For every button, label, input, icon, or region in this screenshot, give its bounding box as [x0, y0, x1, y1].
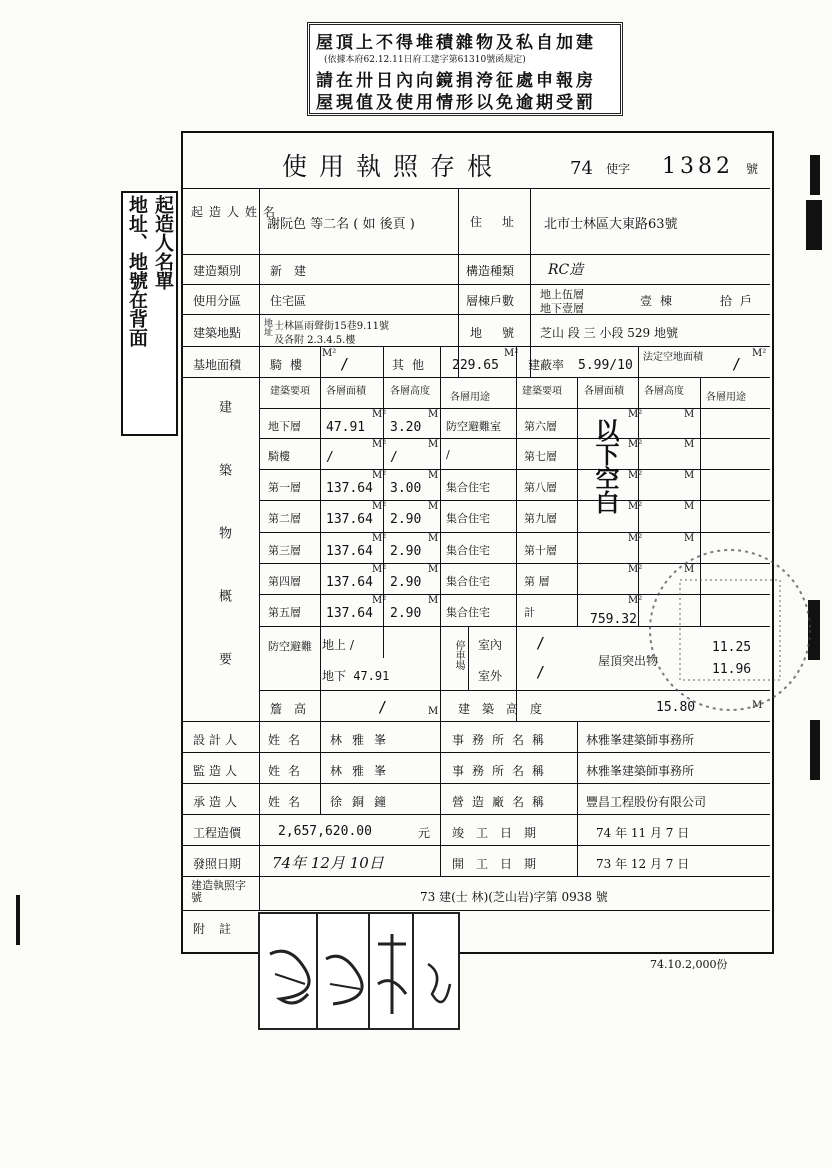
- rule: [383, 378, 384, 658]
- seal-signature: [370, 914, 414, 1028]
- structure-value: RC造: [548, 262, 584, 278]
- header-area-right: 各層面積: [584, 386, 624, 397]
- floor-label-right: 第八層: [524, 481, 557, 494]
- m2-unit: M²: [504, 348, 519, 359]
- rule: [183, 314, 770, 315]
- rule: [183, 910, 770, 911]
- notice-line-4: 屋現值及使用情形以免逾期受罰: [316, 93, 596, 113]
- floor-label-right: 計: [524, 606, 535, 619]
- scan-mark: [806, 200, 822, 250]
- print-note: 74.10.2,000份: [650, 958, 728, 971]
- floor-label-right: 第十層: [524, 544, 557, 557]
- start-label: 開工日期: [452, 857, 549, 871]
- permit-label: 建造執照字號: [191, 879, 246, 904]
- notice-line-1: 屋頂上不得堆積雜物及私自加建: [316, 33, 596, 53]
- floor-label: 騎樓: [268, 450, 290, 463]
- floor-area: 137.64: [326, 544, 373, 559]
- header-height: 各層高度: [390, 386, 430, 397]
- m2-unit: M²: [372, 595, 387, 606]
- floor-label-right: 第九層: [524, 512, 557, 525]
- floor-area: 137.64: [326, 575, 373, 590]
- parking-out-value: /: [536, 663, 546, 681]
- m-unit: M: [684, 564, 695, 575]
- bldg-height-label: 建築高度: [458, 702, 555, 716]
- side-note: [121, 191, 178, 436]
- m2-unit: M²: [322, 348, 337, 359]
- build-type-value: 新建: [270, 264, 319, 278]
- build-type-label: 建造類別: [193, 264, 242, 278]
- area-label: 基地面積: [193, 358, 242, 372]
- m2-unit: M²: [372, 564, 387, 575]
- floors-above: 地上伍層: [540, 288, 584, 301]
- rule: [259, 188, 260, 910]
- permit-value: 73 建(士 林)(芝山岩)字第 0938 號: [420, 890, 608, 904]
- name-label: 姓名: [268, 795, 309, 809]
- shelter-label: 防空避難: [268, 640, 312, 653]
- name-label: 姓名: [268, 733, 309, 747]
- floor-use: 防空避難室: [446, 420, 501, 433]
- form-title: 使用執照存根: [282, 152, 505, 181]
- floor-label: 第二層: [268, 512, 301, 525]
- seal-stamp: [258, 912, 320, 1030]
- floor-use: 集合住宅: [446, 575, 490, 588]
- parking-in-value: /: [536, 634, 546, 652]
- contractor-firm: 豐昌工程股份有限公司: [586, 795, 707, 809]
- eaves-value: /: [378, 698, 388, 716]
- overlay-stamp: [640, 520, 820, 750]
- address-label: 住址: [470, 215, 535, 229]
- rule: [183, 188, 770, 189]
- m-unit: M: [428, 533, 439, 544]
- m2-unit: M²: [372, 533, 387, 544]
- m2-unit: M²: [372, 501, 387, 512]
- builder-value: 謝阮色 等二名 ( 如 後頁 ): [267, 217, 415, 232]
- other-value: 229.65: [452, 358, 499, 373]
- scan-mark: [810, 155, 820, 195]
- header-use-right: 各層用途: [706, 392, 746, 403]
- rule: [320, 721, 321, 814]
- parking-label: 停車場: [453, 640, 464, 670]
- m2-unit: M²: [372, 470, 387, 481]
- builder-label: 起造人姓名: [191, 205, 282, 219]
- rule: [183, 814, 770, 815]
- rule: [440, 346, 441, 721]
- roof-label: 屋頂突出物: [598, 654, 659, 668]
- m2-unit: M²: [628, 409, 643, 420]
- m-unit: M: [684, 409, 695, 420]
- m-unit: M: [428, 501, 439, 512]
- m-unit: M: [684, 470, 695, 481]
- floor-height: /: [390, 450, 398, 465]
- arcade-value: /: [340, 355, 350, 373]
- m2-unit: M²: [752, 348, 767, 359]
- rule: [577, 721, 578, 876]
- m2-unit: M²: [628, 470, 643, 481]
- contractor-label: 承造人: [193, 795, 242, 809]
- rule: [440, 721, 441, 876]
- m2-unit: M²: [372, 439, 387, 450]
- floors-label: 層棟戶數: [466, 294, 515, 308]
- seal-stamp: [316, 912, 372, 1030]
- permit-prefix: 使字: [606, 162, 631, 176]
- header-item-right: 建築要項: [522, 386, 562, 397]
- roof-value-2: 11.96: [712, 662, 752, 677]
- floor-height: 2.90: [390, 606, 422, 621]
- seal-signature: [414, 914, 458, 1028]
- m-unit: M: [428, 439, 439, 450]
- issue-value: 74年 12月 10日: [272, 854, 384, 872]
- complete-label: 竣工日期: [452, 826, 549, 840]
- site-label: 建築地點: [193, 326, 242, 340]
- floor-height: 2.90: [390, 575, 422, 590]
- floor-area: 137.64: [326, 606, 373, 621]
- seal-signature: [318, 914, 370, 1028]
- m-unit: M: [684, 439, 695, 450]
- supervisor-name: 林雅峯: [330, 764, 397, 778]
- name-label: 姓名: [268, 764, 309, 778]
- m2-unit: M²: [372, 409, 387, 420]
- floor-label: 第五層: [268, 606, 301, 619]
- total-area: 759.32: [590, 612, 637, 627]
- parking-in: 室內: [478, 638, 503, 652]
- rule: [516, 346, 517, 721]
- note-label: 附註: [193, 922, 246, 936]
- contractor-name: 徐銅鐘: [330, 795, 397, 809]
- side-note-right: 起造人名單: [152, 195, 174, 290]
- supervisor-label: 監造人: [193, 764, 242, 778]
- arcade-label: 騎樓: [270, 358, 311, 372]
- site-prefix: 地址: [262, 318, 272, 336]
- m-unit: M: [684, 533, 695, 544]
- seal-stamp: [368, 912, 416, 1030]
- m2-unit: M²: [628, 501, 643, 512]
- floor-use: 集合住宅: [446, 544, 490, 557]
- m2-unit: M²: [628, 595, 643, 606]
- roof-value-1: 11.25: [712, 640, 752, 655]
- rule: [183, 876, 770, 877]
- cost-label: 工程造價: [193, 826, 242, 840]
- floor-height: 2.90: [390, 512, 422, 527]
- site-value-2: 及各附 2.3.4.5.樓: [274, 335, 356, 346]
- floor-use: 集合住宅: [446, 512, 490, 525]
- permit-number: 1382: [662, 154, 734, 179]
- households: 拾戶: [720, 294, 761, 308]
- m-unit: M: [428, 409, 439, 420]
- use-zone-value: 住宅區: [270, 294, 307, 308]
- supervisor-office: 林雅峯建築師事務所: [586, 764, 695, 778]
- shelter-above: 地上 /: [322, 638, 354, 652]
- bldg-height-unit: M: [752, 700, 763, 711]
- rule: [183, 284, 770, 285]
- shelter-below: 地下 47.91: [322, 669, 390, 683]
- lot-label: 地號: [470, 326, 535, 340]
- floor-label: 地下層: [268, 420, 301, 433]
- designer-label: 設計人: [193, 733, 242, 747]
- seal-stamp: [412, 912, 460, 1030]
- header-item: 建築要項: [270, 386, 310, 397]
- header-height-right: 各層高度: [644, 386, 684, 397]
- notice-line-2: (依據本府62.12.11日府工建字第61310號函規定): [324, 55, 526, 65]
- rule: [638, 346, 639, 626]
- m2-unit: M²: [628, 564, 643, 575]
- floor-area: 137.64: [326, 512, 373, 527]
- legal-value: /: [732, 355, 742, 373]
- seal-signature: [260, 914, 318, 1028]
- site-value-1: 士林區雨聲街15巷9.11號: [274, 321, 389, 332]
- coverage-label: 建蔽率: [528, 358, 565, 372]
- floor-label: 第三層: [268, 544, 301, 557]
- rule: [183, 845, 770, 846]
- floor-height: 3.20: [390, 420, 422, 435]
- lot-value: 芝山 段 三 小段 529 地號: [540, 326, 678, 340]
- floor-area: 137.64: [326, 481, 373, 496]
- cost-value: 2,657,620.00: [278, 824, 372, 839]
- office-label: 事務所名稱: [452, 764, 553, 778]
- eaves-label: 簷高: [270, 702, 319, 716]
- designer-name: 林雅峯: [330, 733, 397, 747]
- complete-value: 74 年 11 月 7 日: [596, 826, 690, 840]
- notice-stamp: [307, 22, 623, 116]
- rule: [183, 377, 770, 378]
- floor-area: 47.91: [326, 420, 366, 435]
- rule: [458, 188, 459, 378]
- eaves-unit: M: [428, 706, 439, 717]
- floor-label: 第一層: [268, 481, 301, 494]
- m-unit: M: [428, 595, 439, 606]
- header-use: 各層用途: [450, 392, 490, 403]
- rule: [383, 346, 384, 378]
- other-label: 其他: [392, 358, 433, 372]
- floor-label: 第四層: [268, 575, 301, 588]
- cost-unit: 元: [418, 826, 431, 840]
- m-unit: M: [428, 470, 439, 481]
- floor-height: 2.90: [390, 544, 422, 559]
- rule: [577, 378, 578, 626]
- side-note-left: 地址、地號在背面: [126, 195, 148, 347]
- office-label: 事務所名稱: [452, 733, 553, 747]
- m2-unit: M²: [628, 439, 643, 450]
- rule: [183, 254, 770, 255]
- structure-label: 構造種類: [466, 264, 515, 278]
- floor-use: /: [446, 448, 450, 461]
- bldg-height-value: 15.80: [656, 700, 696, 715]
- floor-area: /: [326, 450, 334, 465]
- coverage-value: 5.99/10: [578, 358, 633, 373]
- floors-below: 地下壹層: [540, 302, 584, 315]
- floor-label-right: 第 層: [524, 575, 550, 588]
- rule: [468, 626, 469, 690]
- notice-line-3: 請在卅日內向鏡捐洿征處申報房: [316, 71, 596, 91]
- floor-use: 集合住宅: [446, 481, 490, 494]
- floor-label-right: 第六層: [524, 420, 557, 433]
- permit-year: 74: [570, 158, 593, 179]
- floor-label-right: 第七層: [524, 450, 557, 463]
- header-area: 各層面積: [326, 386, 366, 397]
- m-unit: M: [684, 501, 695, 512]
- rule: [183, 752, 770, 753]
- bldg-count: 壹棟: [640, 294, 681, 308]
- handwritten-blank: 以下空白: [591, 418, 620, 514]
- scan-mark: [16, 895, 20, 945]
- firm-label: 營造廠名稱: [452, 795, 553, 809]
- use-zone-label: 使用分區: [193, 294, 242, 308]
- rule: [183, 346, 770, 347]
- m2-unit: M²: [628, 533, 643, 544]
- floor-height: 3.00: [390, 481, 422, 496]
- rule: [183, 783, 770, 784]
- address-value: 北市士林區大東路63號: [544, 217, 678, 232]
- parking-out: 室外: [478, 669, 503, 683]
- m-unit: M: [428, 564, 439, 575]
- permit-suffix: 號: [746, 162, 759, 176]
- start-value: 73 年 12 月 7 日: [596, 857, 690, 871]
- legal-label: 法定空地面積: [643, 352, 703, 363]
- floor-use: 集合住宅: [446, 606, 490, 619]
- issue-label: 發照日期: [193, 857, 242, 871]
- designer-office: 林雅峯建築師事務所: [586, 733, 695, 747]
- rule: [320, 346, 321, 721]
- outline-label: 建築物概要: [216, 400, 231, 715]
